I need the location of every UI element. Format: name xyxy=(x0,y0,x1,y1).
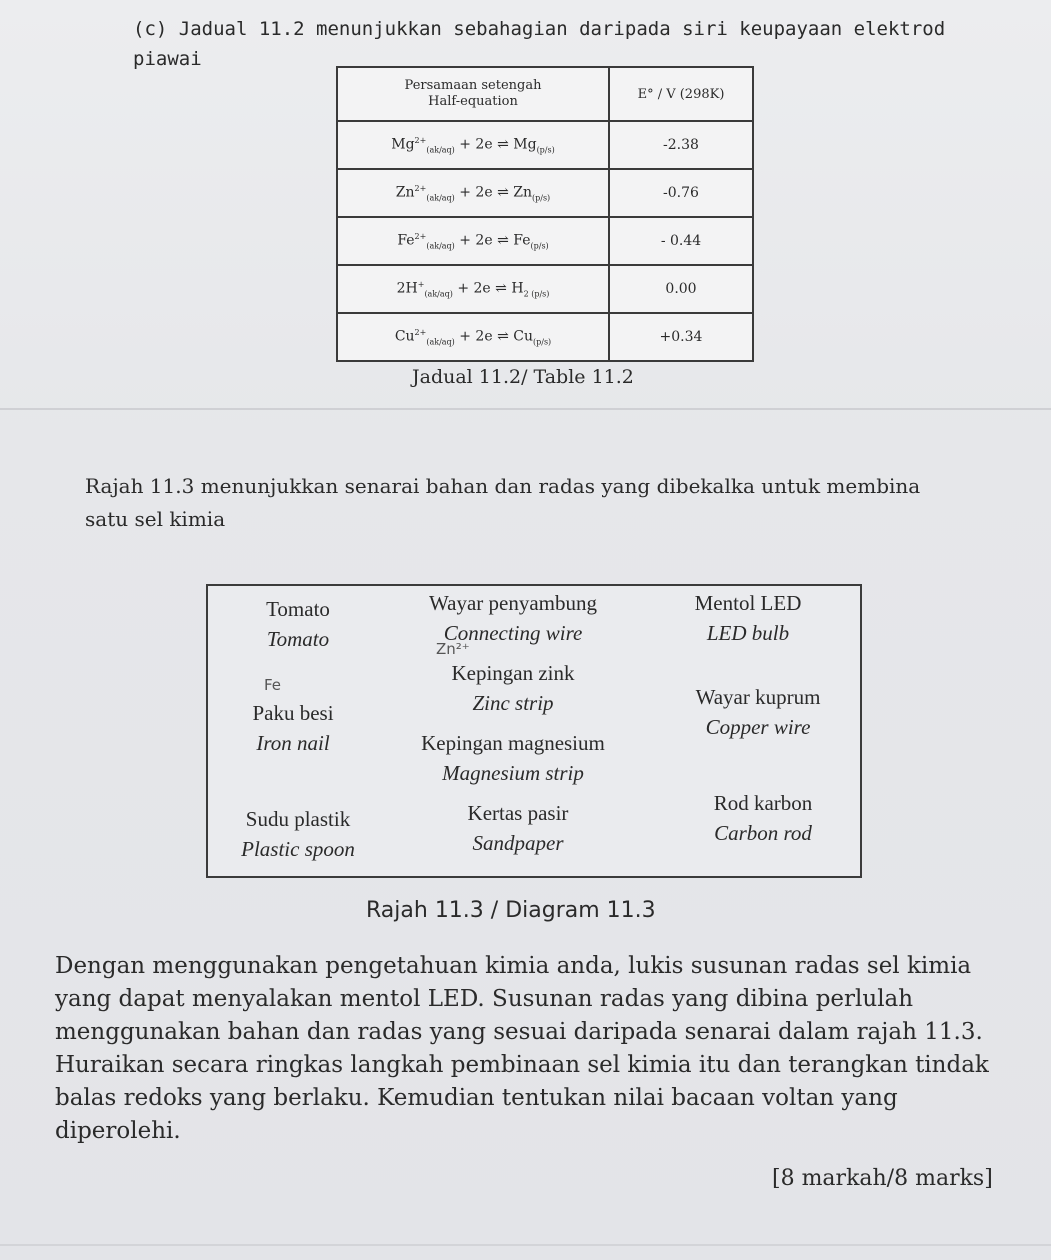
section-divider xyxy=(0,408,1051,410)
intro-line-1: (c) Jadual 11.2 menunjukkan sebahagian daripada siri keupayaan elektrod xyxy=(133,18,946,40)
table-row xyxy=(337,169,753,217)
item-iron-nail: Paku besi Iron nail xyxy=(252,701,334,755)
diagram-intro-paragraph: Rajah 11.3 menunjukkan senarai bahan dan radas yang dibekalka untuk membina satu sel kimia xyxy=(85,474,921,531)
diagram-caption: Rajah 11.3 / Diagram 11.3 xyxy=(366,898,656,923)
item-tomato: Tomato Tomato xyxy=(266,597,330,651)
half-equation-cell: $Fe^{2+}_{(ak/aq)} + 2e$ ⇌ $Fe_{(p/s)}$ xyxy=(337,217,609,265)
item-magnesium-strip: Kepingan magnesium Magnesium strip xyxy=(421,731,605,785)
item-sandpaper: Kertas pasir Sandpaper xyxy=(467,801,569,855)
header-half-equation: Persamaan setengah Half-equation xyxy=(337,67,609,121)
handwritten-zn-note: Zn²⁺ xyxy=(436,640,470,658)
e-value-cell: -0.76 xyxy=(609,169,753,217)
item-copper-wire: Wayar kuprum Copper wire xyxy=(695,685,821,739)
materials-diagram-box xyxy=(206,584,862,878)
item-carbon-rod: Rod karbon Carbon rod xyxy=(713,791,813,845)
e-value-cell: +0.34 xyxy=(609,313,753,361)
item-plastic-spoon: Sudu plastik Plastic spoon xyxy=(241,807,355,861)
question-paragraph: Dengan menggunakan pengetahuan kimia anda, lukis susunan radas sel kimia yang dapat menyalakan mentol LED. Susunan radas yang dibina perlulah menggunakan bahan dan radas yang sesuai daripada senarai dalam rajah 11.3. Huraikan secara ringkas langkah pembinaan sel kimia itu dan terangkan tindak balas redoks yang berlaku. Kemudian tentukan nilai bacaan voltan yang diperolehi. xyxy=(55,953,989,1144)
table-caption: Jadual 11.2/ Table 11.2 xyxy=(412,366,634,388)
half-equation-cell: $Mg^{2+}_{(ak/aq)} + 2e$ ⇌ $Mg_{(p/s)}$ xyxy=(337,121,609,169)
handwritten-fe-note: Fe xyxy=(264,676,282,694)
electrode-potential-table xyxy=(336,66,754,362)
half-equation-cell: $Zn^{2+}_{(ak/aq)} + 2e$ ⇌ $Zn_{(p/s)}$ xyxy=(337,169,609,217)
item-zinc-strip: Kepingan zink Zinc strip xyxy=(451,661,575,715)
question-intro xyxy=(133,14,953,74)
item-led-bulb: Mentol LED LED bulb xyxy=(694,591,802,645)
half-equation-cell: $2H^+_{(ak/aq)} + 2e$ ⇌ $H_{2 (p/s)}$ xyxy=(337,265,609,313)
e-value-cell: -2.38 xyxy=(609,121,753,169)
marks-label: [8 markah/8 marks] xyxy=(772,1166,993,1191)
table-row xyxy=(337,265,753,313)
header-e-value: E° / V (298K) xyxy=(609,67,753,121)
half-equation-cell: $Cu^{2+}_{(ak/aq)} + 2e$ ⇌ $Cu_{(p/s)}$ xyxy=(337,313,609,361)
e-value-cell: 0.00 xyxy=(609,265,753,313)
table-row xyxy=(337,313,753,361)
intro-line-2: piawai xyxy=(133,48,202,70)
item-connecting-wire: Wayar penyambung Connecting wire xyxy=(429,591,597,645)
bottom-rule xyxy=(0,1244,1051,1246)
table-row xyxy=(337,217,753,265)
table-row xyxy=(337,121,753,169)
e-value-cell: - 0.44 xyxy=(609,217,753,265)
